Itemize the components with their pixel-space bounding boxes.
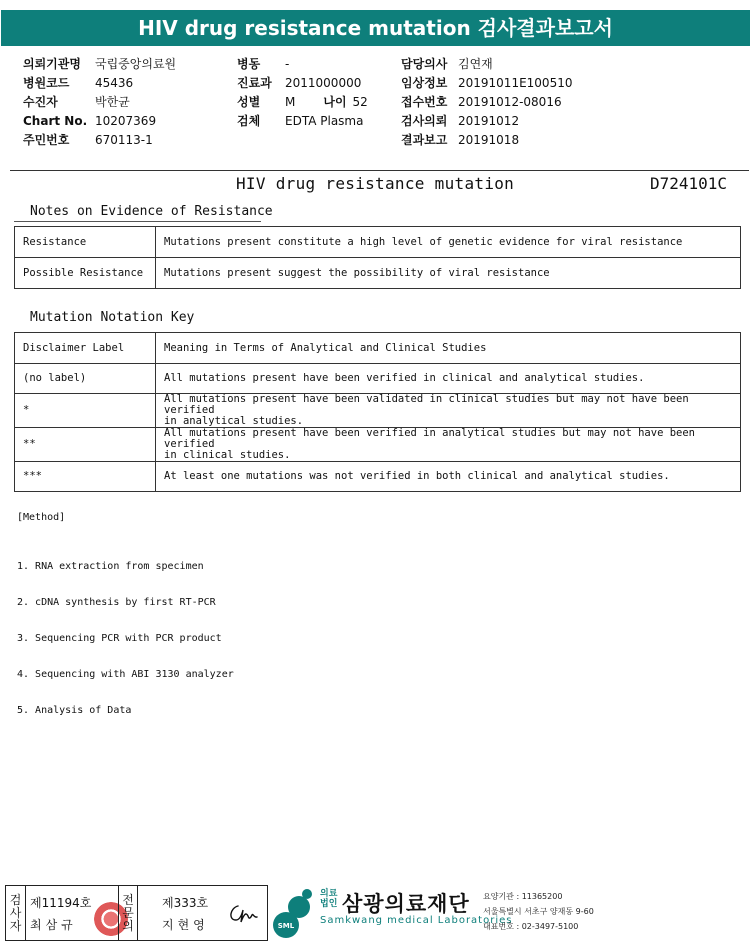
info-label: 수진자	[23, 95, 58, 109]
notation-text: All mutations present have been validated in clinical studies but may not have been verified in analytical studies.	[156, 394, 741, 428]
notation-table	[14, 332, 741, 492]
patient-info-col1	[23, 55, 176, 150]
method-item: 3. Sequencing PCR with PCR product	[17, 633, 222, 644]
vertical-char: 사	[9, 905, 22, 920]
vertical-char: 검	[9, 892, 22, 907]
signature-box	[5, 885, 268, 941]
evidence-section-title: Notes on Evidence of Resistance	[30, 204, 273, 219]
report-header: HIV drug resistance mutation 검사결과보고서	[1, 10, 750, 46]
info-value: 20191011E100510	[458, 76, 573, 90]
section-divider	[10, 170, 749, 171]
patient-info-col3	[401, 55, 572, 150]
examiner-name: 최삼규	[30, 918, 77, 932]
notation-label: *	[15, 394, 156, 428]
method-title: [Method]	[17, 512, 66, 523]
info-value: 20191012-08016	[458, 95, 562, 109]
vertical-char: 전	[122, 892, 134, 907]
info-value: -	[285, 57, 290, 71]
info-value: 국립중앙의료원	[95, 57, 177, 71]
info-value: 2011000000	[285, 76, 362, 90]
info-label: 검사의뢰	[401, 114, 448, 128]
org-detail-line: 요양기관 : 11365200	[483, 892, 563, 901]
table-row	[15, 364, 741, 394]
examiner-vertical-label	[6, 886, 26, 940]
info-label: 병동	[237, 57, 261, 71]
info-label: 임상정보	[401, 76, 448, 90]
table-row	[15, 462, 741, 492]
sml-logo-icon	[272, 887, 318, 939]
table-row	[15, 227, 741, 258]
evidence-label: Possible Resistance	[15, 258, 156, 289]
evidence-label: Resistance	[15, 227, 156, 258]
org-details	[483, 889, 594, 934]
info-value: 김연재	[458, 57, 493, 71]
vertical-char: 문	[122, 905, 134, 920]
info-label: 주민번호	[23, 133, 70, 147]
info-value: 670113-1	[95, 133, 153, 147]
table-header-row	[15, 333, 741, 364]
method-item: 1. RNA extraction from specimen	[17, 561, 204, 572]
notation-label: ***	[15, 462, 156, 492]
info-label: 결과보고	[401, 133, 448, 147]
notation-text: All mutations present have been verified in clinical and analytical studies.	[156, 364, 741, 394]
org-type-label: 의료 법인	[320, 889, 338, 909]
patient-info-col2	[237, 55, 368, 131]
org-name: 삼광의료재단	[342, 892, 470, 916]
notation-header-text: Meaning in Terms of Analytical and Clinical Studies	[156, 333, 741, 364]
method-item: 4. Sequencing with ABI 3130 analyzer	[17, 669, 234, 680]
notation-label: **	[15, 428, 156, 462]
org-detail-line: 대표번호 : 02-3497-5100	[483, 922, 579, 931]
info-label: 접수번호	[401, 95, 448, 109]
notation-header-label: Disclaimer Label	[15, 333, 156, 364]
info-value: EDTA Plasma	[285, 114, 364, 128]
info-label: 검체	[237, 114, 261, 128]
age-field	[323, 93, 367, 112]
info-value: 20191018	[458, 133, 520, 147]
age-value: 52	[352, 95, 368, 109]
vertical-char: 자	[9, 918, 22, 933]
org-detail-line: 서울특별시 서초구 양재동 9-60	[483, 907, 594, 916]
table-row	[15, 394, 741, 428]
info-label: 성별	[237, 95, 261, 109]
info-label: Chart No.	[23, 114, 88, 128]
method-item: 2. cDNA synthesis by first RT-PCR	[17, 597, 216, 608]
report-code: D724101C	[650, 174, 728, 193]
method-item: 5. Analysis of Data	[17, 705, 132, 716]
info-value: M	[285, 95, 296, 109]
report-title: HIV drug resistance mutation	[236, 174, 515, 193]
table-row	[15, 428, 741, 462]
sml-logo-text: SML	[277, 922, 295, 930]
info-value: 20191012	[458, 114, 520, 128]
signature-icon	[226, 900, 262, 926]
notation-text: At least one mutations was not verified in both clinical and analytical studies.	[156, 462, 741, 492]
notation-label: (no label)	[15, 364, 156, 394]
info-label: 담당의사	[401, 57, 448, 71]
specialist-vertical-label	[118, 886, 138, 940]
org-english-name: Samkwang medical Laboratories	[320, 915, 513, 926]
info-value: 10207369	[95, 114, 157, 128]
age-label: 나이	[323, 95, 347, 109]
method-list	[17, 537, 234, 729]
notation-text: All mutations present have been verified in analytical studies but may not have been verified in clinical studies.	[156, 428, 741, 462]
specialist-name: 지현영	[162, 918, 209, 932]
info-label: 진료과	[237, 76, 272, 90]
info-value: 박한균	[95, 95, 130, 109]
vertical-char: 의	[122, 918, 134, 933]
specialist-license: 제333호	[162, 896, 209, 910]
evidence-text: Mutations present suggest the possibility of viral resistance	[156, 258, 741, 289]
info-label: 의뢰기관명	[23, 57, 81, 71]
table-row	[15, 258, 741, 289]
evidence-title-underline	[14, 221, 261, 222]
info-label: 병원코드	[23, 76, 70, 90]
examiner-license: 제11194호	[30, 896, 92, 910]
info-value: 45436	[95, 76, 134, 90]
evidence-table	[14, 226, 741, 289]
evidence-text: Mutations present constitute a high level of genetic evidence for viral resistance	[156, 227, 741, 258]
notation-section-title: Mutation Notation Key	[30, 310, 195, 325]
